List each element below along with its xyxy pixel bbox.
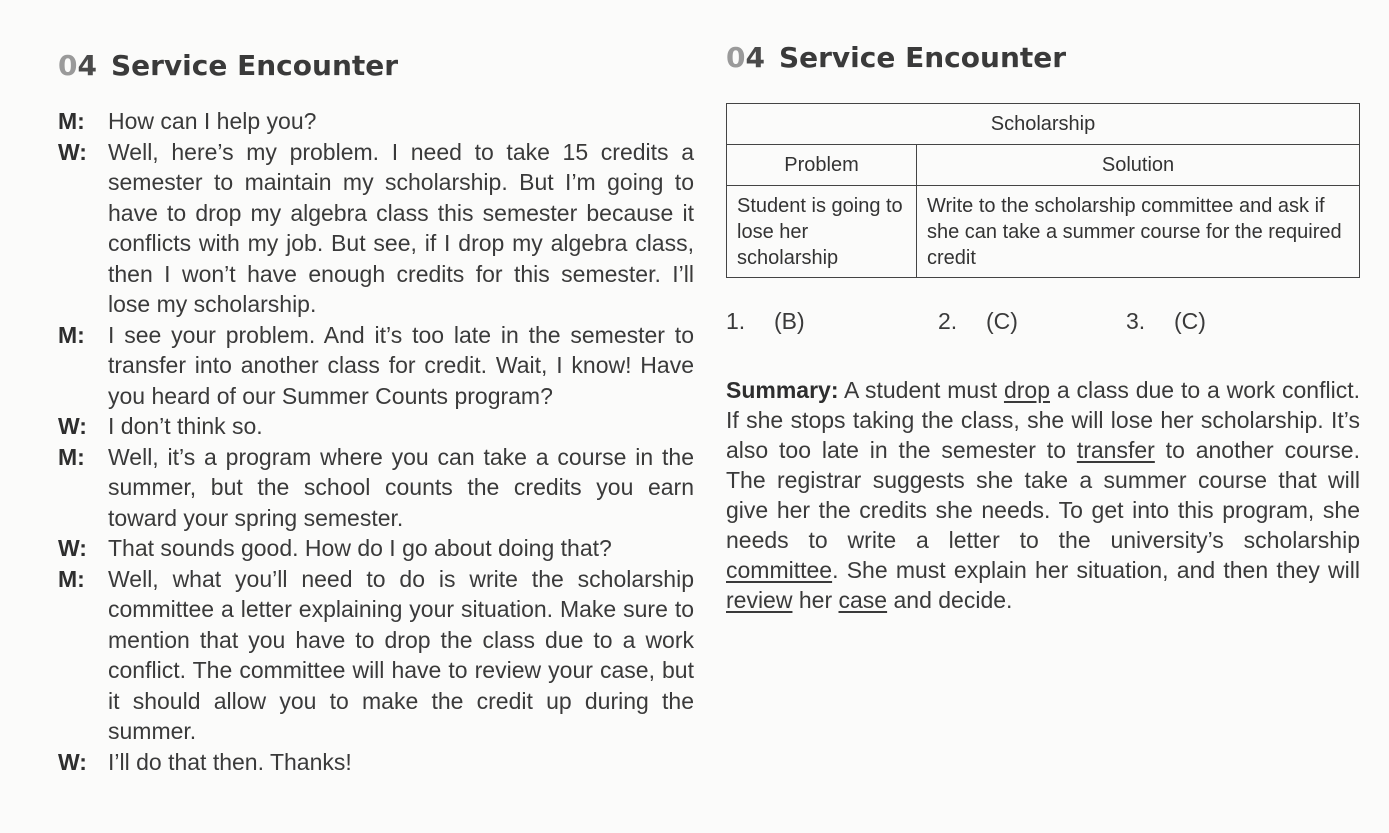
summary-text: a class due to a work conflict. If she stops taking the class, she will lose her scholarship. It’s also too late in the semester to bbox=[726, 377, 1360, 463]
table-title-cell: Scholarship bbox=[727, 104, 1360, 145]
utterance-text: That sounds good. How do I go about doing that? bbox=[108, 535, 612, 561]
utterance-text: I’ll do that then. Thanks! bbox=[108, 748, 352, 775]
answer-column bbox=[726, 40, 1360, 638]
summary-paragraph bbox=[726, 375, 1360, 615]
answer-value: (B) bbox=[774, 308, 805, 334]
answer-number: 1. bbox=[726, 308, 746, 334]
speaker-label: W: bbox=[58, 138, 87, 165]
dialogue-turn bbox=[58, 106, 694, 137]
utterance-text: I don’t think so. bbox=[108, 413, 263, 439]
utterance-text: Well, here’s my problem. I need to take 15 credits a semester to maintain my scholarship. But I’m going to have to drop my algebra class this semester because it conflicts with my job. But see, if I drop my algebra class, then I won’t have enough credits for this semester. I’ll lose my scholarship. bbox=[108, 138, 694, 317]
speaker-label: M: bbox=[58, 565, 85, 592]
utterance-text: Well, it’s a program where you can take a course in the summer, but the school counts the credits you earn toward your spring semester. bbox=[108, 443, 694, 531]
answer-item bbox=[1126, 308, 1206, 335]
section-title bbox=[58, 48, 694, 84]
speaker-label: M: bbox=[58, 321, 85, 348]
answer-number: 2. bbox=[938, 308, 958, 334]
section-title bbox=[726, 40, 1360, 76]
summary-text: A student must bbox=[838, 377, 1004, 403]
table-header-row bbox=[727, 145, 1360, 186]
dialogue-turn bbox=[58, 442, 694, 534]
section-title-text: Service Encounter bbox=[778, 41, 1067, 74]
dialogue-turn bbox=[58, 320, 694, 412]
table-title-row bbox=[727, 104, 1360, 145]
dialogue-turn bbox=[58, 411, 694, 442]
section-number: 04 bbox=[58, 49, 97, 82]
answer-key bbox=[726, 308, 1360, 335]
transcript-column bbox=[58, 48, 694, 777]
speaker-label: W: bbox=[58, 413, 87, 439]
filled-blank: transfer bbox=[1076, 437, 1155, 463]
dialogue-turn bbox=[58, 137, 694, 320]
answer-item bbox=[938, 308, 1126, 335]
answer-value: (C) bbox=[986, 308, 1018, 334]
answer-number: 3. bbox=[1126, 308, 1146, 334]
summary-text: to another course. The registrar suggests she take a summer course that will give her the credits she needs. To get into this program, she needs to write a letter to the university’s scholarship bbox=[726, 437, 1360, 553]
scholarship-table bbox=[726, 103, 1360, 278]
speaker-label: M: bbox=[58, 108, 85, 134]
summary-text: . She must explain her situation, and then they will bbox=[832, 557, 1360, 583]
summary-label: Summary: bbox=[726, 377, 839, 403]
filled-blank: committee bbox=[726, 557, 833, 583]
problem-cell: Student is going to lose her scholarship bbox=[727, 186, 917, 278]
filled-blank: review bbox=[726, 587, 793, 613]
filled-blank: drop bbox=[1003, 377, 1050, 403]
solution-cell: Write to the scholarship committee and ask if she can take a summer course for the required credit bbox=[917, 186, 1360, 278]
dialogue-turn bbox=[58, 747, 694, 778]
answer-value: (C) bbox=[1174, 308, 1206, 334]
problem-header: Problem bbox=[727, 145, 917, 186]
section-title-text: Service Encounter bbox=[110, 49, 399, 82]
speaker-label: M: bbox=[58, 443, 85, 470]
table-row bbox=[727, 186, 1360, 278]
dialogue-transcript bbox=[58, 106, 694, 777]
summary-text: her bbox=[792, 587, 839, 613]
dialogue-turn bbox=[58, 564, 694, 747]
utterance-text: I see your problem. And it’s too late in the semester to transfer into another class for credit. Wait, I know! Have you heard of our Summer Counts program? bbox=[108, 321, 694, 409]
filled-blank: case bbox=[838, 587, 888, 613]
section-number: 04 bbox=[726, 41, 765, 74]
utterance-text: Well, what you’ll need to do is write the scholarship committee a letter explaining your situation. Make sure to mention that you have to drop the class due to a work conflict. The committee will have to review your case, but it should allow you to make the credit up during the summer. bbox=[108, 565, 694, 744]
speaker-label: W: bbox=[58, 535, 87, 561]
utterance-text: How can I help you? bbox=[108, 108, 317, 134]
summary-text: and decide. bbox=[887, 587, 1013, 613]
speaker-label: W: bbox=[58, 748, 87, 775]
answer-item bbox=[726, 308, 938, 335]
dialogue-turn bbox=[58, 533, 694, 564]
solution-header: Solution bbox=[917, 145, 1360, 186]
